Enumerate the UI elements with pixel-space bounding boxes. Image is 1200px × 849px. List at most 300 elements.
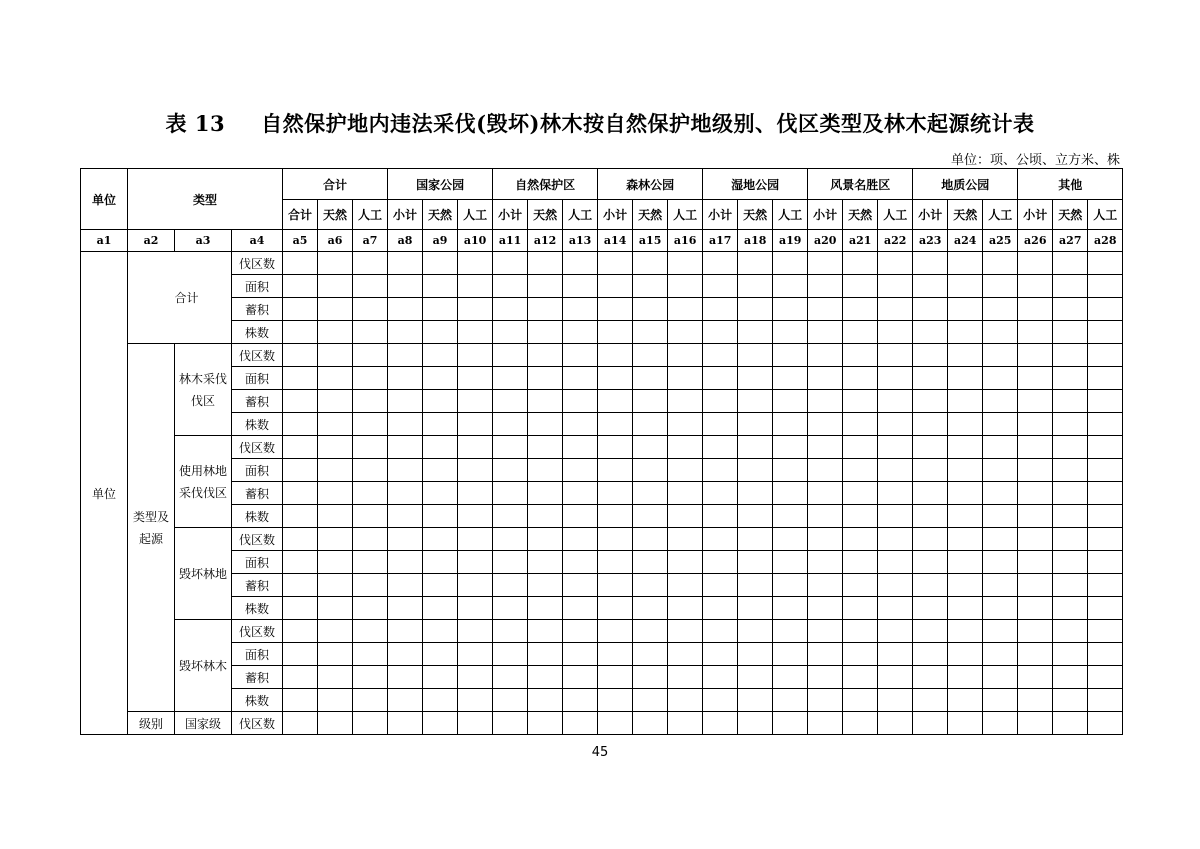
data-cell	[563, 689, 598, 712]
data-cell	[388, 413, 423, 436]
data-cell	[808, 367, 843, 390]
data-cell	[423, 252, 458, 275]
data-cell	[1018, 643, 1053, 666]
data-cell	[878, 436, 913, 459]
data-cell	[1088, 252, 1123, 275]
data-cell	[703, 344, 738, 367]
data-cell	[353, 666, 388, 689]
data-cell	[318, 666, 353, 689]
data-cell	[353, 689, 388, 712]
data-cell	[913, 390, 948, 413]
data-cell	[983, 482, 1018, 505]
data-cell	[668, 689, 703, 712]
data-cell	[318, 574, 353, 597]
header-group: 自然保护区	[493, 169, 598, 200]
column-code: a22	[878, 230, 913, 252]
data-cell	[283, 390, 318, 413]
data-cell	[283, 643, 318, 666]
data-cell	[878, 574, 913, 597]
data-cell	[1053, 551, 1088, 574]
column-code: a24	[948, 230, 983, 252]
data-cell	[738, 551, 773, 574]
data-cell	[388, 459, 423, 482]
header-subcolumn: 天然	[948, 200, 983, 230]
data-cell	[1088, 459, 1123, 482]
data-cell	[1053, 689, 1088, 712]
data-cell	[1053, 482, 1088, 505]
data-cell	[633, 643, 668, 666]
data-cell	[738, 620, 773, 643]
data-cell	[318, 344, 353, 367]
data-cell	[458, 666, 493, 689]
data-cell	[948, 413, 983, 436]
table-row	[81, 390, 1123, 413]
data-cell	[528, 344, 563, 367]
data-cell	[388, 551, 423, 574]
data-cell	[598, 551, 633, 574]
data-cell	[703, 689, 738, 712]
data-cell	[598, 459, 633, 482]
data-cell	[528, 390, 563, 413]
data-cell	[1018, 574, 1053, 597]
data-cell	[1053, 298, 1088, 321]
data-cell	[1053, 321, 1088, 344]
table-title	[0, 108, 1200, 138]
data-cell	[493, 666, 528, 689]
column-code: a28	[1088, 230, 1123, 252]
data-cell	[493, 712, 528, 735]
data-cell	[493, 252, 528, 275]
data-cell	[528, 252, 563, 275]
data-cell	[458, 712, 493, 735]
data-cell	[738, 528, 773, 551]
data-cell	[773, 551, 808, 574]
data-cell	[983, 275, 1018, 298]
data-cell	[1018, 252, 1053, 275]
data-cell	[1088, 597, 1123, 620]
data-cell	[388, 482, 423, 505]
data-cell	[388, 666, 423, 689]
data-cell	[773, 712, 808, 735]
metric-label: 蓄积	[232, 390, 283, 413]
data-cell	[703, 482, 738, 505]
data-cell	[948, 528, 983, 551]
data-cell	[913, 620, 948, 643]
header-subcolumn: 天然	[1053, 200, 1088, 230]
data-cell	[423, 643, 458, 666]
data-cell	[528, 597, 563, 620]
column-code: a20	[808, 230, 843, 252]
data-cell	[353, 712, 388, 735]
data-cell	[458, 643, 493, 666]
data-cell	[913, 321, 948, 344]
data-cell	[948, 252, 983, 275]
data-cell	[913, 689, 948, 712]
table-row	[81, 666, 1123, 689]
data-cell	[913, 459, 948, 482]
data-cell	[1053, 643, 1088, 666]
column-code: a13	[563, 230, 598, 252]
data-cell	[423, 712, 458, 735]
data-cell	[283, 620, 318, 643]
data-cell	[633, 390, 668, 413]
column-code: a18	[738, 230, 773, 252]
data-cell	[528, 321, 563, 344]
section-label: 毁坏林木	[175, 620, 232, 712]
data-cell	[388, 321, 423, 344]
data-cell	[668, 551, 703, 574]
data-cell	[318, 367, 353, 390]
data-cell	[598, 643, 633, 666]
data-cell	[563, 551, 598, 574]
data-cell	[633, 482, 668, 505]
data-cell	[668, 505, 703, 528]
data-cell	[948, 275, 983, 298]
data-cell	[598, 505, 633, 528]
data-cell	[738, 413, 773, 436]
table-row	[81, 459, 1123, 482]
data-cell	[563, 712, 598, 735]
data-cell	[1053, 666, 1088, 689]
data-cell	[563, 505, 598, 528]
data-cell	[283, 597, 318, 620]
data-cell	[563, 321, 598, 344]
data-cell	[668, 574, 703, 597]
metric-label: 伐区数	[232, 712, 283, 735]
data-cell	[423, 275, 458, 298]
data-cell	[353, 528, 388, 551]
data-cell	[388, 298, 423, 321]
table-row	[81, 574, 1123, 597]
data-cell	[283, 436, 318, 459]
data-cell	[808, 321, 843, 344]
data-cell	[1018, 321, 1053, 344]
data-cell	[318, 597, 353, 620]
data-cell	[1053, 367, 1088, 390]
header-subcolumn: 人工	[353, 200, 388, 230]
data-cell	[1018, 551, 1053, 574]
data-cell	[668, 252, 703, 275]
data-cell	[318, 482, 353, 505]
data-cell	[388, 712, 423, 735]
data-cell	[1088, 390, 1123, 413]
data-cell	[703, 528, 738, 551]
data-cell	[1088, 643, 1123, 666]
data-cell	[458, 413, 493, 436]
data-cell	[808, 482, 843, 505]
data-cell	[773, 252, 808, 275]
data-cell	[563, 298, 598, 321]
data-cell	[493, 482, 528, 505]
data-cell	[878, 252, 913, 275]
data-cell	[1088, 367, 1123, 390]
data-cell	[1088, 712, 1123, 735]
data-cell	[948, 459, 983, 482]
metric-label: 伐区数	[232, 344, 283, 367]
data-cell	[808, 574, 843, 597]
data-cell	[528, 712, 563, 735]
data-cell	[318, 712, 353, 735]
data-cell	[843, 597, 878, 620]
data-cell	[843, 643, 878, 666]
data-cell	[1088, 666, 1123, 689]
data-cell	[983, 643, 1018, 666]
data-cell	[598, 597, 633, 620]
data-cell	[913, 413, 948, 436]
data-cell	[913, 712, 948, 735]
data-cell	[458, 436, 493, 459]
data-cell	[878, 528, 913, 551]
header-subcolumn: 人工	[668, 200, 703, 230]
data-cell	[1018, 689, 1053, 712]
data-cell	[1053, 252, 1088, 275]
data-cell	[318, 321, 353, 344]
column-code: a14	[598, 230, 633, 252]
data-cell	[423, 344, 458, 367]
data-cell	[773, 344, 808, 367]
data-cell	[633, 459, 668, 482]
column-code: a12	[528, 230, 563, 252]
data-cell	[1088, 505, 1123, 528]
data-cell	[318, 413, 353, 436]
data-cell	[528, 689, 563, 712]
table-row	[81, 436, 1123, 459]
data-cell	[458, 367, 493, 390]
data-cell	[983, 574, 1018, 597]
data-cell	[1053, 620, 1088, 643]
data-cell	[738, 275, 773, 298]
data-cell	[948, 620, 983, 643]
data-cell	[458, 620, 493, 643]
table-row	[81, 252, 1123, 275]
data-cell	[948, 321, 983, 344]
data-cell	[773, 528, 808, 551]
data-cell	[668, 390, 703, 413]
table-row	[81, 413, 1123, 436]
data-cell	[808, 528, 843, 551]
header-group: 其他	[1018, 169, 1123, 200]
data-cell	[843, 367, 878, 390]
data-cell	[458, 597, 493, 620]
header-subcolumn: 小计	[808, 200, 843, 230]
data-cell	[563, 413, 598, 436]
data-cell	[773, 505, 808, 528]
data-cell	[738, 436, 773, 459]
data-cell	[423, 574, 458, 597]
data-cell	[633, 689, 668, 712]
data-cell	[318, 390, 353, 413]
data-cell	[703, 252, 738, 275]
data-cell	[668, 459, 703, 482]
data-cell	[668, 298, 703, 321]
table-row	[81, 620, 1123, 643]
data-cell	[598, 275, 633, 298]
data-cell	[843, 344, 878, 367]
data-cell	[948, 344, 983, 367]
data-cell	[563, 620, 598, 643]
table-row	[81, 528, 1123, 551]
data-cell	[983, 252, 1018, 275]
table-row	[81, 482, 1123, 505]
data-cell	[983, 298, 1018, 321]
data-cell	[808, 643, 843, 666]
data-cell	[913, 252, 948, 275]
data-cell	[528, 275, 563, 298]
header-subcolumn: 小计	[913, 200, 948, 230]
data-cell	[563, 459, 598, 482]
data-cell	[843, 321, 878, 344]
header-subcolumn: 天然	[423, 200, 458, 230]
data-cell	[528, 459, 563, 482]
metric-label: 蓄积	[232, 574, 283, 597]
data-cell	[1018, 505, 1053, 528]
level-label: 级别	[128, 712, 175, 735]
data-cell	[493, 413, 528, 436]
data-cell	[633, 597, 668, 620]
data-cell	[878, 275, 913, 298]
data-cell	[423, 505, 458, 528]
data-cell	[353, 367, 388, 390]
data-cell	[843, 459, 878, 482]
header-subcolumn: 天然	[633, 200, 668, 230]
data-cell	[668, 275, 703, 298]
data-cell	[983, 666, 1018, 689]
data-cell	[738, 666, 773, 689]
data-cell	[913, 528, 948, 551]
data-cell	[1018, 620, 1053, 643]
data-cell	[353, 344, 388, 367]
data-cell	[528, 413, 563, 436]
data-cell	[493, 597, 528, 620]
data-cell	[353, 413, 388, 436]
data-cell	[808, 459, 843, 482]
data-cell	[493, 551, 528, 574]
data-cell	[563, 574, 598, 597]
data-cell	[843, 275, 878, 298]
data-cell	[983, 712, 1018, 735]
data-cell	[668, 436, 703, 459]
data-cell	[703, 505, 738, 528]
data-cell	[668, 643, 703, 666]
data-cell	[843, 390, 878, 413]
data-cell	[353, 321, 388, 344]
table-row	[81, 321, 1123, 344]
data-cell	[703, 597, 738, 620]
data-cell	[283, 459, 318, 482]
metric-label: 株数	[232, 689, 283, 712]
data-cell	[423, 459, 458, 482]
data-cell	[878, 321, 913, 344]
table-row	[81, 275, 1123, 298]
data-cell	[598, 298, 633, 321]
column-code: a7	[353, 230, 388, 252]
data-cell	[458, 275, 493, 298]
data-cell	[703, 712, 738, 735]
data-cell	[598, 574, 633, 597]
metric-label: 伐区数	[232, 436, 283, 459]
data-cell	[528, 367, 563, 390]
data-cell	[1018, 367, 1053, 390]
data-cell	[353, 390, 388, 413]
data-cell	[633, 712, 668, 735]
data-cell	[808, 390, 843, 413]
data-cell	[388, 275, 423, 298]
column-code: a5	[283, 230, 318, 252]
metric-label: 株数	[232, 321, 283, 344]
data-cell	[1053, 528, 1088, 551]
data-cell	[633, 367, 668, 390]
table-row	[81, 551, 1123, 574]
data-cell	[493, 620, 528, 643]
data-cell	[353, 643, 388, 666]
data-cell	[458, 505, 493, 528]
header-group: 风景名胜区	[808, 169, 913, 200]
data-cell	[563, 643, 598, 666]
data-cell	[598, 367, 633, 390]
data-cell	[703, 436, 738, 459]
data-cell	[1088, 413, 1123, 436]
data-cell	[283, 413, 318, 436]
column-code: a4	[232, 230, 283, 252]
data-cell	[948, 666, 983, 689]
header-group: 国家公园	[388, 169, 493, 200]
data-cell	[878, 689, 913, 712]
data-cell	[423, 528, 458, 551]
data-cell	[983, 597, 1018, 620]
data-cell	[563, 666, 598, 689]
header-subcolumn: 人工	[458, 200, 493, 230]
data-cell	[843, 551, 878, 574]
header-subcolumn: 小计	[598, 200, 633, 230]
data-cell	[633, 551, 668, 574]
data-cell	[528, 436, 563, 459]
data-cell	[1088, 275, 1123, 298]
data-cell	[598, 344, 633, 367]
header-subcolumn: 天然	[528, 200, 563, 230]
data-cell	[1018, 436, 1053, 459]
data-cell	[563, 482, 598, 505]
data-cell	[388, 643, 423, 666]
data-cell	[983, 390, 1018, 413]
data-cell	[493, 275, 528, 298]
data-cell	[913, 482, 948, 505]
data-cell	[808, 436, 843, 459]
metric-label: 面积	[232, 459, 283, 482]
data-cell	[913, 436, 948, 459]
data-cell	[808, 666, 843, 689]
data-cell	[738, 321, 773, 344]
header-unit: 单位	[81, 169, 128, 230]
data-cell	[948, 551, 983, 574]
data-cell	[388, 505, 423, 528]
column-code: a23	[913, 230, 948, 252]
metric-label: 蓄积	[232, 298, 283, 321]
data-cell	[633, 298, 668, 321]
data-cell	[318, 551, 353, 574]
header-subcolumn: 小计	[388, 200, 423, 230]
data-cell	[948, 367, 983, 390]
data-cell	[913, 505, 948, 528]
data-cell	[983, 528, 1018, 551]
data-cell	[878, 712, 913, 735]
column-code: a6	[318, 230, 353, 252]
table-title-text: 自然保护地内违法采伐(毁坏)林木按自然保护地级别、伐区类型及林木起源统计表	[261, 111, 1035, 136]
data-cell	[318, 298, 353, 321]
data-cell	[283, 298, 318, 321]
data-cell	[633, 275, 668, 298]
column-code: a10	[458, 230, 493, 252]
data-cell	[283, 252, 318, 275]
